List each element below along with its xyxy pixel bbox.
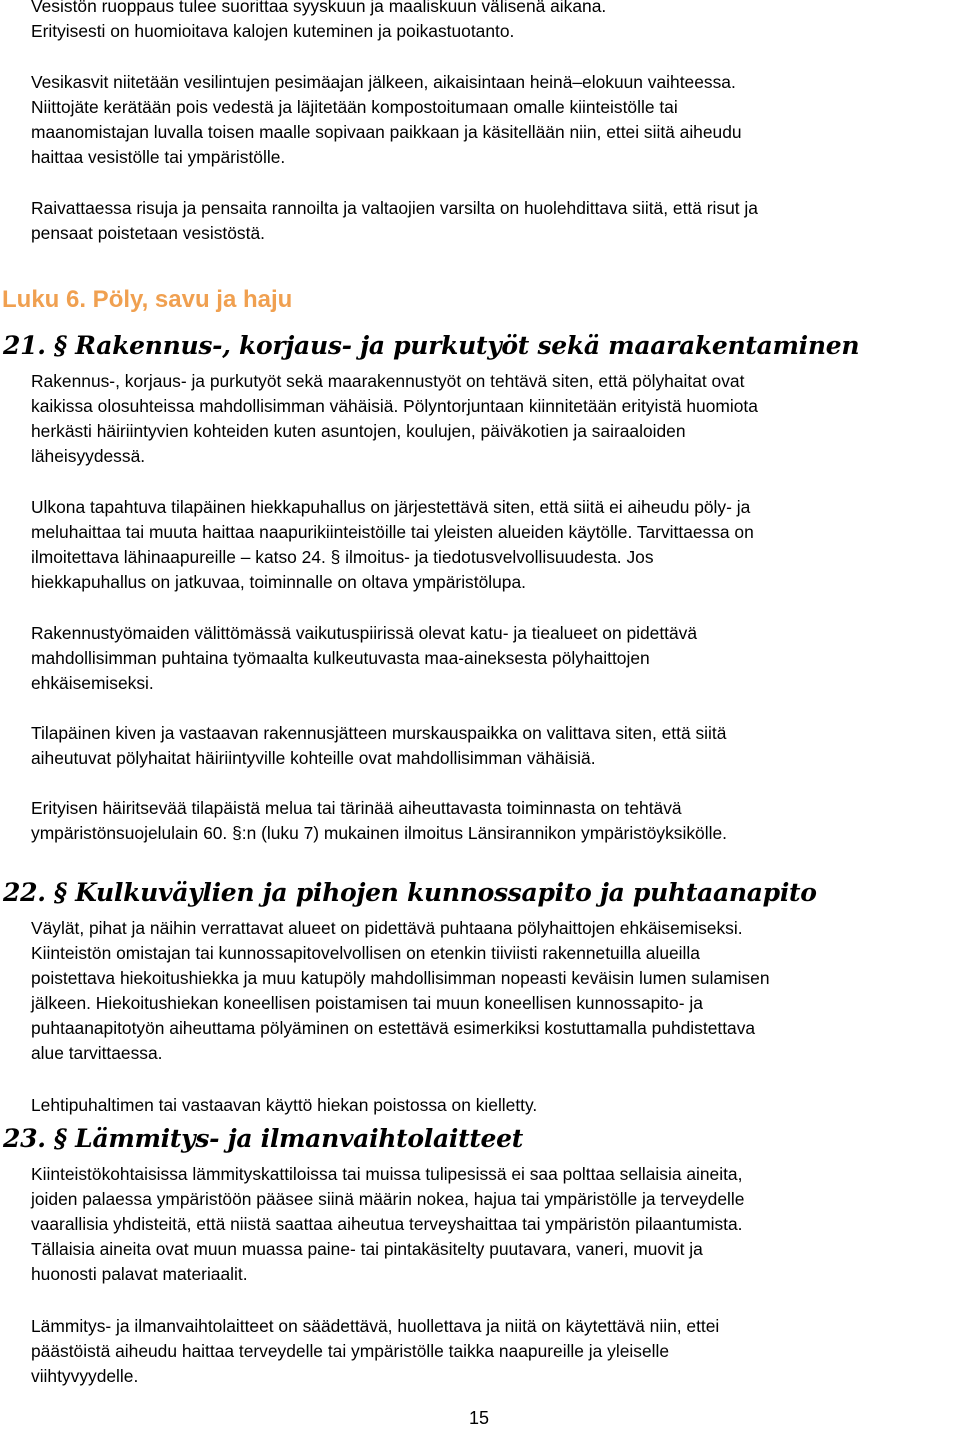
intro-line-2: Erityisesti on huomioitava kalojen kuteminen ja poikastuotanto.: [31, 21, 515, 41]
s21-line-14: Erityisen häiritsevää tilapäistä melua tai tärinää aiheuttavasta toiminnasta on tehtävä: [31, 798, 682, 818]
chapter-heading: Luku 6. Pöly, savu ja haju: [2, 286, 293, 313]
s22-line-3: poistettava hiekoitushiekka ja muu katupöly mahdollisimman nopeasti keväisin lumen sulamisen: [31, 968, 770, 988]
s21-line-1: Rakennus-, korjaus- ja purkutyöt sekä maarakennustyöt on tehtävä siten, että pölyhaitat ovat: [31, 371, 745, 391]
s22-line-6: alue tarvittaessa.: [31, 1043, 163, 1063]
s21-line-8: hiekkapuhallus on jatkuvaa, toiminnalle on oltava ympäristölupa.: [31, 572, 526, 592]
s21-line-9: Rakennustyömaiden välittömässä vaikutuspiirissä olevat katu- ja tiealueet on pidettävä: [31, 623, 698, 643]
s21-line-13: aiheutuvat pölyhaitat häiriintyville kohteille ovat mahdollisimman vähäisiä.: [31, 748, 596, 768]
s21-line-11: ehkäisemiseksi.: [31, 673, 154, 693]
s21-line-12: Tilapäinen kiven ja vastaavan rakennusjätteen murskauspaikka on valittava siten, että siitä: [31, 723, 727, 743]
intro-line-3: Vesikasvit niitetään vesilintujen pesimäajan jälkeen, aikaisintaan heinä–elokuun vaihteessa.: [31, 72, 736, 92]
s21-line-7: ilmoitettava lähinaapureille – katso 24. § ilmoitus- ja tiedotusvelvollisuudesta. Jos: [31, 547, 654, 567]
s22-line-7: Lehtipuhaltimen tai vastaavan käyttö hiekan poistossa on kielletty.: [31, 1095, 538, 1115]
s23-line-5: huonosti palavat materiaalit.: [31, 1264, 248, 1284]
s23-line-4: Tällaisia aineita ovat muun muassa paine- tai pintakäsitelty puutavara, vaneri, muovit ja: [31, 1239, 703, 1259]
section-21-heading: 21. § Rakennus-, korjaus- ja purkutyöt sekä maarakentaminen: [3, 331, 860, 360]
intro-line-4: Niittojäte kerätään pois vedestä ja läjitetään kompostoitumaan omalle kiinteistölle tai: [31, 97, 678, 117]
s22-line-5: puhtaanapitotyön aiheuttama pölyäminen on estettävä esimerkiksi kostuttamalla puhdistettava: [31, 1018, 756, 1038]
s23-line-3: vaarallisia yhdisteitä, että niistä saattaa aiheutua terveyshaittaa tai ympäristön pilaantumista.: [31, 1214, 743, 1234]
s21-line-2: kaikissa olosuhteissa mahdollisimman vähäisiä. Pölyntorjuntaan kiinnitetään erityistä huomiota: [31, 396, 758, 416]
s23-line-2: joiden palaessa ympäristöön pääsee siinä määrin nokea, hajua tai ympäristölle ja terveydelle: [31, 1189, 745, 1209]
page-number: 15: [469, 1408, 490, 1428]
s21-line-10: mahdollisimman puhtaina työmaalta kulkeutuvasta maa-aineksesta pölyhaittojen: [31, 648, 650, 668]
s22-line-4: jälkeen. Hiekoitushiekan koneellisen poistamisen tai muun koneellisen kunnossapito- ja: [31, 993, 703, 1013]
s21-line-3: herkästi häiriintyvien kohteiden kuten asuntojen, koulujen, päiväkotien ja sairaaloiden: [31, 421, 686, 441]
s22-line-1: Väylät, pihat ja näihin verrattavat alueet on pidettävä puhtaana pölyhaittojen ehkäisemiseksi.: [31, 918, 743, 938]
intro-line-6: haittaa vesistölle tai ympäristölle.: [31, 147, 286, 167]
s23-line-6: Lämmitys- ja ilmanvaihtolaitteet on säädettävä, huollettava ja niitä on käytettävä niin, ettei: [31, 1316, 720, 1336]
s21-line-5: Ulkona tapahtuva tilapäinen hiekkapuhallus on järjestettävä siten, että siitä ei aiheudu pöly- ja: [31, 497, 751, 517]
s23-line-7: päästöistä aiheudu haittaa terveydelle tai ympäristölle taikka naapureille ja yleiselle: [31, 1341, 670, 1361]
section-22-heading: 22. § Kulkuväylien ja pihojen kunnossapito ja puhtaanapito: [3, 878, 817, 907]
section-23-heading: 23. § Lämmitys- ja ilmanvaihtolaitteet: [3, 1124, 524, 1153]
s21-line-6: meluhaittaa tai muuta haittaa naapurikiinteistöille tai yleisten alueiden käytölle. Tarvittaessa on: [31, 522, 754, 542]
s23-line-8: viihtyvyydelle.: [31, 1366, 139, 1386]
s23-line-1: Kiinteistökohtaisissa lämmityskattiloissa tai muissa tulipesissä ei saa polttaa sellaisia aineita,: [31, 1164, 743, 1184]
s22-line-2: Kiinteistön omistajan tai kunnossapitovelvollisen on etenkin tiiviisti rakennetuilla alueilla: [31, 943, 700, 963]
intro-line-7: Raivattaessa risuja ja pensaita rannoilta ja valtaojien varsilta on huolehdittava siitä, että risut ja: [31, 198, 758, 218]
intro-line-1: Vesistön ruoppaus tulee suorittaa syyskuun ja maaliskuun välisenä aikana.: [31, 0, 607, 16]
s21-line-4: läheisyydessä.: [31, 446, 146, 466]
intro-line-8: pensaat poistetaan vesistöstä.: [31, 223, 265, 243]
s21-line-15: ympäristönsuojelulain 60. §:n (luku 7) mukainen ilmoitus Länsirannikon ympäristöyksikölle.: [31, 823, 727, 843]
intro-line-5: maanomistajan luvalla toisen maalle sopivaan paikkaan ja käsitellään niin, ettei siitä aiheudu: [31, 122, 742, 142]
